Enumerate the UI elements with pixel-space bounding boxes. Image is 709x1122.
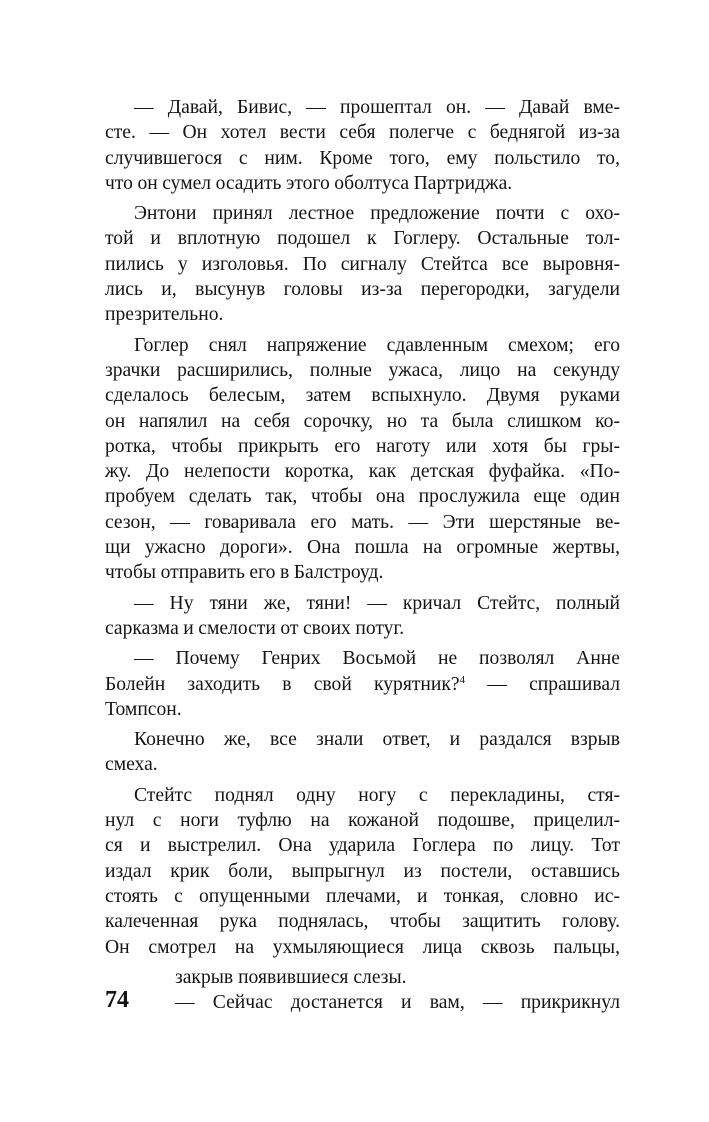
text-line: лись и, высунув головы из-за перегородки, загудели	[105, 279, 620, 301]
text-fragment: — спрашивал	[465, 673, 620, 695]
text-line	[105, 672, 620, 697]
text-line: Гоглер снял напряжение сдавленным смехом; его	[134, 334, 620, 356]
text-line: — Почему Генрих Восьмой не позволял Анне	[134, 648, 620, 670]
paragraph-4	[105, 591, 620, 642]
paragraph-2	[105, 201, 620, 327]
text-line: сте. — Он хотел вести себя полегче с беднягой из-за	[105, 122, 620, 144]
text-line: ся и выстрелил. Она ударила Гоглера по лицу. Тот	[105, 835, 620, 857]
paragraph-6	[105, 727, 620, 778]
paragraph-5	[105, 646, 620, 722]
text-line: ротка, чтобы прикрыть его наготу или хотя бы гры-	[105, 435, 620, 457]
text-line: щи ужасно дороги». Она пошла на огромные жертвы,	[105, 537, 620, 559]
paragraph-1	[105, 95, 620, 196]
text-line: Томпсон.	[105, 698, 182, 720]
footnote-mark: 4	[459, 673, 466, 686]
body-text	[105, 95, 620, 960]
text-line: пились у изголовья. По сигналу Стейтса все выровня-	[105, 253, 620, 275]
text-line: стоять с опущенными плечами, и тонкая, словно ис-	[105, 885, 620, 907]
text-line: калеченная рука поднялась, чтобы защитить голову.	[105, 911, 620, 933]
page-number: 74	[105, 987, 129, 1013]
text-line: он напялил на себя сорочку, но та была слишком ко-	[105, 410, 620, 432]
text-line: смеха.	[105, 754, 158, 776]
paragraph-3	[105, 333, 620, 586]
closing-line: закрыв появившиеся слезы.	[175, 967, 407, 988]
text-line: пробуем сделать так, чтобы она прослужила еще один	[105, 486, 620, 508]
text-line: зрачки расширились, полные ужаса, лицо на секунду	[105, 359, 620, 381]
text-line: нул с ноги туфлю на кожаной подошве, прицелил-	[105, 810, 620, 832]
text-line: той и вплотную подошел к Гоглеру. Остальные тол-	[105, 228, 620, 250]
text-line: — Ну тяни же, тяни! — кричал Стейтс, полный	[134, 592, 620, 614]
text-line: что он сумел осадить этого оболтуса Партриджа.	[105, 172, 513, 194]
final-line: — Сейчас достанется и вам, — прикрикнул	[175, 992, 620, 1013]
text-line: Конечно же, все знали ответ, и раздался взрыв	[134, 729, 620, 751]
text-line: сезон, — говаривала его мать. — Эти шерстяные ве-	[105, 511, 620, 533]
text-line: презрительно.	[105, 304, 224, 326]
text-line: — Давай, Бивис, — прошептал он. — Давай вме-	[134, 97, 620, 118]
text-line: чтобы отправить его в Балстроуд.	[105, 562, 384, 584]
text-fragment: Болейн заходить в свой курятник?	[105, 673, 460, 695]
text-line: Энтони принял лестное предложение почти с охо-	[134, 203, 620, 225]
text-line: Он смотрел на ухмыляющиеся лица сквозь пальцы,	[105, 936, 620, 958]
paragraph-7	[105, 783, 620, 960]
text-line: издал крик боли, выпрыгнул из постели, оставшись	[105, 860, 620, 882]
text-line: Стейтс поднял одну ногу с перекладины, стя-	[134, 784, 620, 806]
text-line: сарказма и смелости от своих потуг.	[105, 617, 405, 639]
text-line: случившегося с ним. Кроме того, ему польстило то,	[105, 147, 620, 169]
text-line: сделалось белесым, затем вспыхнуло. Двумя руками	[105, 385, 620, 407]
text-line: жу. До нелепости коротка, как детская фуфайка. «По-	[105, 461, 620, 483]
